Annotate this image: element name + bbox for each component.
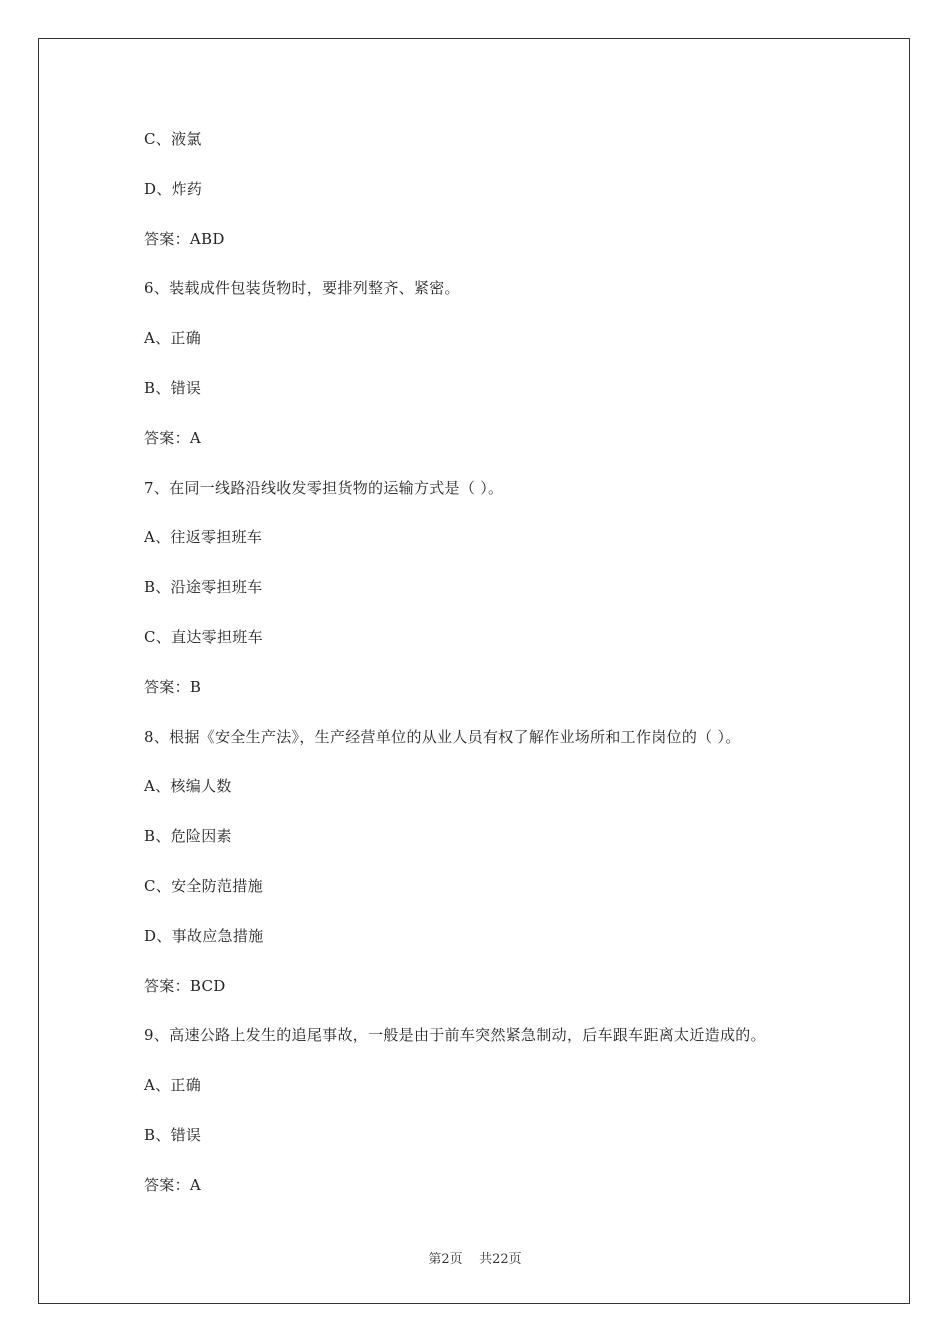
- option-b-line: B、危险因素: [144, 827, 232, 846]
- option-d-line: D、炸药: [144, 179, 203, 198]
- option-a-line: A、正确: [144, 329, 202, 348]
- page-number: 第2页: [428, 1252, 463, 1267]
- option-b-line: B、错误: [144, 378, 202, 397]
- answer-line: 答案：B: [144, 677, 202, 696]
- option-a-line: A、正确: [144, 1076, 202, 1095]
- answer-line: 答案：A: [144, 428, 202, 447]
- document-content: [144, 128, 890, 1224]
- option-c-line: C、液氯: [144, 130, 202, 148]
- page-total: 共22页: [479, 1252, 522, 1267]
- option-c-line: C、安全防范措施: [144, 876, 263, 895]
- option-a-line: A、核编人数: [144, 777, 232, 796]
- page-footer: [0, 1248, 950, 1267]
- option-b-line: B、错误: [144, 1125, 202, 1144]
- option-a-line: A、往返零担班车: [144, 528, 263, 547]
- question-6: 6、装载成件包装货物时，要排列整齐、紧密。: [144, 279, 460, 298]
- option-d-line: D、事故应急措施: [144, 926, 264, 945]
- question-9: 9、高速公路上发生的追尾事故，一般是由于前车突然紧急制动，后车跟车距离太近造成的。: [144, 1026, 766, 1045]
- question-7: 7、在同一线路沿线收发零担货物的运输方式是（ ）。: [144, 478, 504, 497]
- option-c-line: C、直达零担班车: [144, 627, 263, 646]
- question-8: 8、根据《安全生产法》，生产经营单位的从业人员有权了解作业场所和工作岗位的（ ）。: [144, 727, 741, 746]
- answer-line: 答案：ABD: [144, 229, 225, 248]
- answer-line: 答案：A: [144, 1175, 202, 1194]
- option-b-line: B、沿途零担班车: [144, 578, 263, 597]
- answer-line: 答案：BCD: [144, 976, 226, 995]
